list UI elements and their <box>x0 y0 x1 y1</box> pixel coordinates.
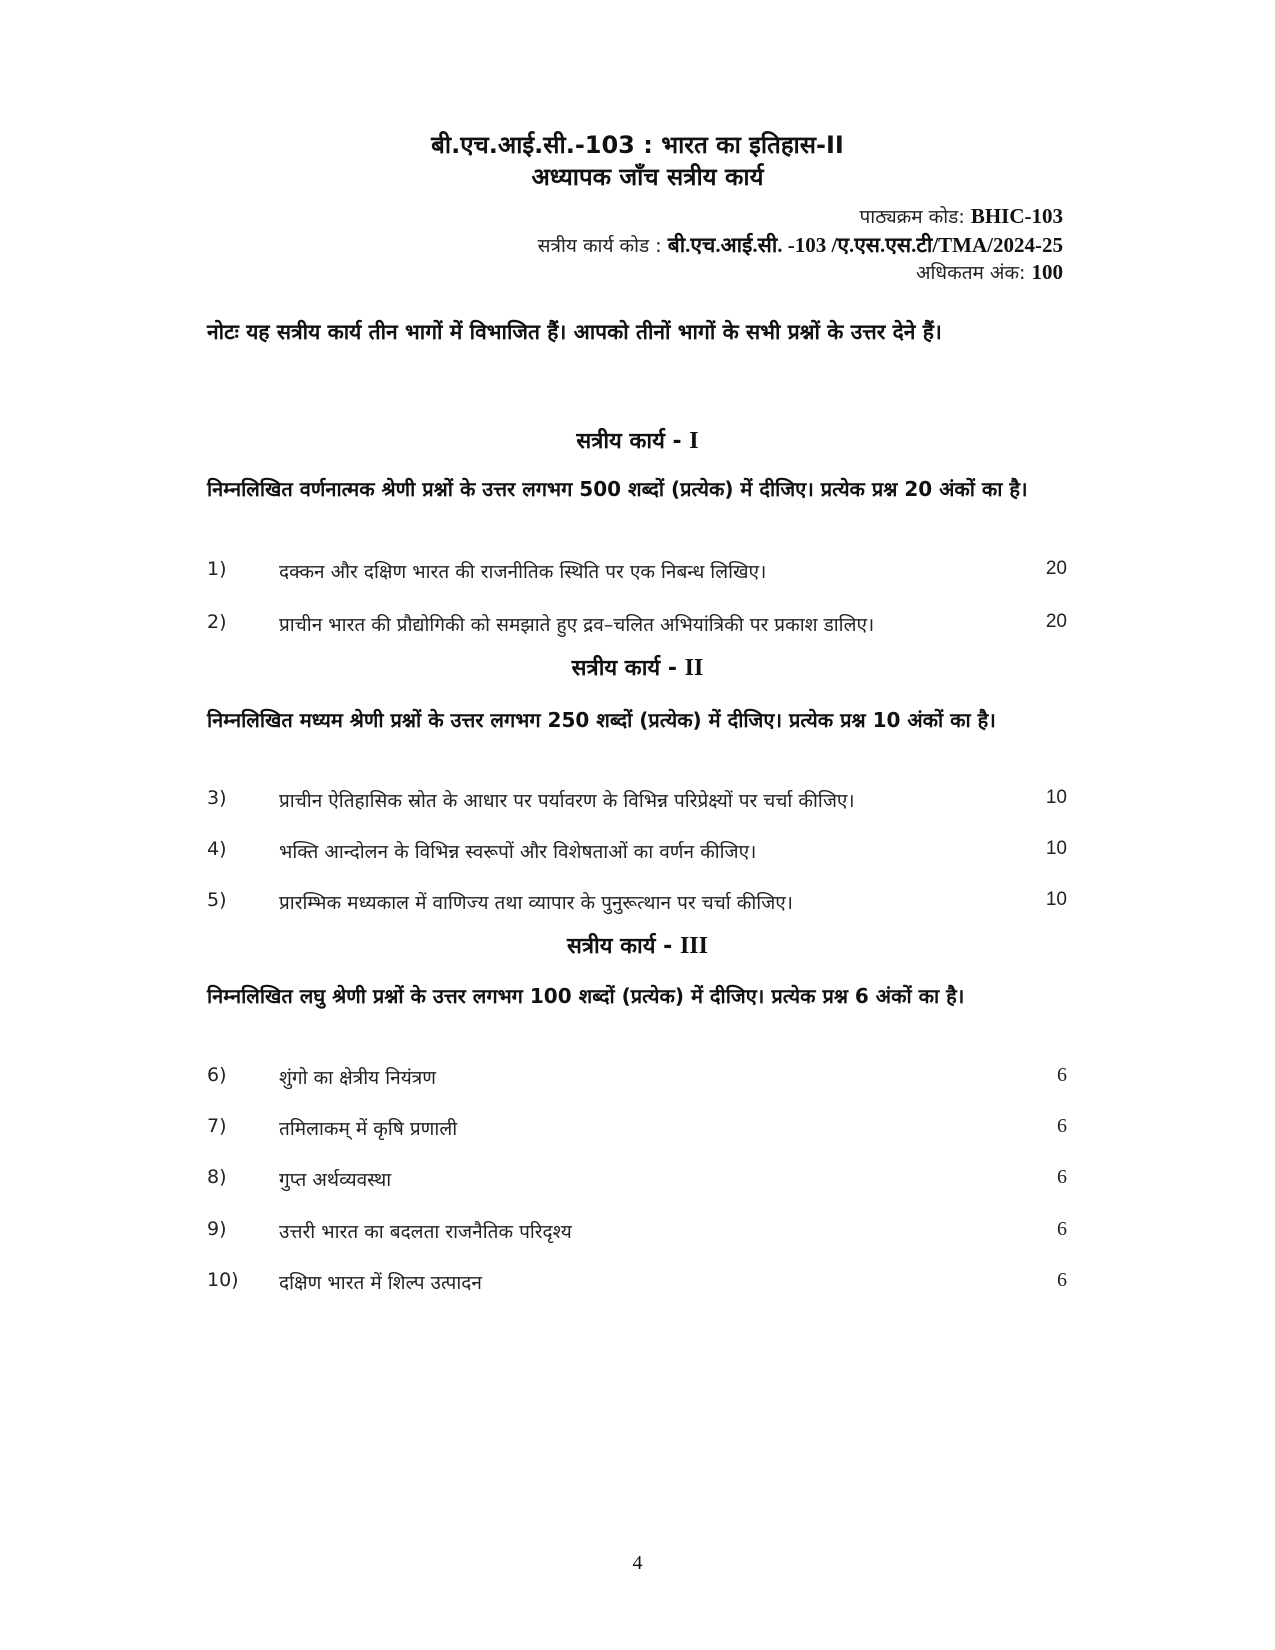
section-title-text: सत्रीय कार्य - <box>567 934 673 959</box>
question-row <box>207 787 1067 817</box>
section-roman: I <box>689 428 699 454</box>
section-title-2 <box>0 652 1275 682</box>
max-marks-value: 100 <box>1031 260 1063 284</box>
document-title: बी.एच.आई.सी.-103 : भारत का इतिहास-II <box>431 131 844 159</box>
question-row <box>207 1166 1067 1196</box>
question-number: 10) <box>207 1269 239 1291</box>
max-marks <box>916 259 1063 285</box>
question-number: 2) <box>207 611 227 633</box>
section-3-instruction: निम्नलिखित लघु श्रेणी प्रश्नों के उत्तर लगभग 100 शब्दों (प्रत्येक) में दीजिए। प्रत्येक प्रश्न 6 अंकों का है। <box>207 984 965 1008</box>
question-marks: 6 <box>1057 1064 1067 1086</box>
question-row <box>207 838 1067 868</box>
question-marks: 20 <box>1045 611 1067 632</box>
question-text: दक्षिण भारत में शिल्प उत्पादन <box>279 1272 482 1294</box>
assignment-code-label: सत्रीय कार्य कोड : <box>537 235 662 257</box>
question-text: शुंगो का क्षेत्रीय नियंत्रण <box>279 1067 436 1089</box>
question-number: 4) <box>207 838 227 860</box>
question-text: प्राचीन भारत की प्रौद्योगिकी को समझाते हुए द्रव–चलित अभियांत्रिकी पर प्रकाश डालिए। <box>279 614 875 636</box>
question-marks: 10 <box>1045 787 1067 808</box>
question-marks: 6 <box>1057 1218 1067 1240</box>
question-row <box>207 611 1067 641</box>
question-number: 6) <box>207 1064 227 1086</box>
question-text: उत्तरी भारत का बदलता राजनैतिक परिदृश्य <box>279 1221 572 1243</box>
question-number: 8) <box>207 1166 227 1188</box>
section-2-instruction: निम्नलिखित मध्यम श्रेणी प्रश्नों के उत्तर लगभग 250 शब्दों (प्रत्येक) में दीजिए। प्रत्येक प्रश्न 10 अंकों का है। <box>207 708 996 732</box>
question-row <box>207 1218 1067 1248</box>
question-row <box>207 889 1067 919</box>
section-roman: II <box>684 655 704 681</box>
section-title-3 <box>0 930 1275 960</box>
course-code-value: BHIC-103 <box>970 204 1063 228</box>
document-subtitle: अध्यापक जाँच सत्रीय कार्य <box>531 163 764 191</box>
question-number: 9) <box>207 1218 227 1240</box>
question-marks: 10 <box>1045 838 1067 859</box>
max-marks-label: अधिकतम अंक: <box>915 262 1026 284</box>
question-text: दक्कन और दक्षिण भारत की राजनीतिक स्थिति पर एक निबन्ध लिखिए। <box>279 561 767 583</box>
question-number: 3) <box>207 787 227 809</box>
note-paragraph: नोटः यह सत्रीय कार्य तीन भागों में विभाजित हैं। आपको तीनों भागों के सभी प्रश्नों के उत्तर देने हैं। <box>207 320 942 344</box>
question-marks: 10 <box>1045 889 1067 910</box>
question-marks: 20 <box>1045 558 1067 579</box>
question-row <box>207 558 1067 588</box>
question-marks: 6 <box>1057 1269 1067 1291</box>
question-row <box>207 1269 1067 1299</box>
page-number: 4 <box>632 1552 643 1574</box>
question-row <box>207 1064 1067 1094</box>
question-text: गुप्त अर्थव्यवस्था <box>279 1169 392 1191</box>
question-text: प्रारम्भिक मध्यकाल में वाणिज्य तथा व्यापार के पुनुरूत्थान पर चर्चा कीजिए। <box>279 892 794 914</box>
question-marks: 6 <box>1057 1115 1067 1137</box>
assignment-code-value: बी.एच.आई.सी. -103 /ए.एस.एस.टी/TMA/2024-25 <box>667 233 1063 257</box>
question-text: भक्ति आन्दोलन के विभिन्न स्वरूपों और विशेषताओं का वर्णन कीजिए। <box>279 841 757 863</box>
question-text: प्राचीन ऐतिहासिक स्रोत के आधार पर पर्यावरण के विभिन्न परिप्रेक्ष्यों पर चर्चा कीजिए। <box>279 790 855 812</box>
question-number: 7) <box>207 1115 227 1137</box>
question-row <box>207 1115 1067 1145</box>
section-title-1 <box>0 425 1275 455</box>
question-number: 5) <box>207 889 227 911</box>
question-text: तमिलाकम् में कृषि प्रणाली <box>279 1118 458 1140</box>
assignment-code <box>538 231 1063 259</box>
course-code-label: पाठ्यक्रम कोड: <box>859 206 965 228</box>
section-title-text: सत्रीय कार्य - <box>576 429 682 454</box>
section-1-instruction: निम्नलिखित वर्णनात्मक श्रेणी प्रश्नों के उत्तर लगभग 500 शब्दों (प्रत्येक) में दीजिए। प्रत्येक प्रश्न 20 अंकों का है। <box>207 477 1028 501</box>
section-roman: III <box>679 933 708 959</box>
section-title-text: सत्रीय कार्य - <box>571 656 677 681</box>
question-number: 1) <box>207 558 227 580</box>
course-code <box>860 203 1063 229</box>
question-marks: 6 <box>1057 1166 1067 1188</box>
